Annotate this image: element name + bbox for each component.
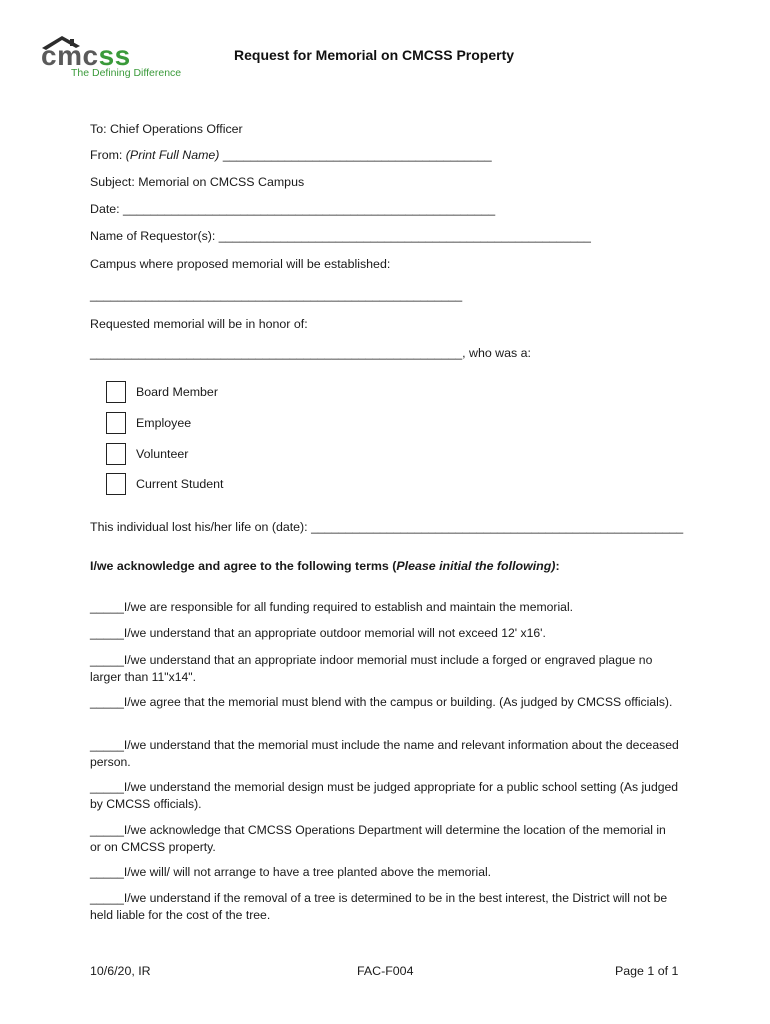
logo-wordmark: cmcss — [41, 40, 131, 68]
requestor-field[interactable]: Name of Requestor(s): ______________________________________________________ — [90, 229, 591, 243]
footer-page-number: Page 1 of 1 — [615, 964, 679, 978]
term-item-6[interactable]: _____I/we understand the memorial design must be judged appropriate for a public school setting (As judged by CMCSS officials). — [90, 780, 679, 811]
cmcss-logo-graphic — [40, 34, 180, 68]
footer-form-id: FAC-F004 — [357, 964, 414, 978]
campus-label: Campus where proposed memorial will be established: — [90, 257, 391, 271]
checkbox[interactable] — [106, 381, 126, 403]
term-item-2[interactable]: _____I/we understand that an appropriate outdoor memorial will not exceed 12' x16'. — [90, 626, 546, 640]
checkbox[interactable] — [106, 443, 126, 465]
logo-tagline: The Defining Difference — [71, 67, 182, 79]
term-item-9[interactable]: _____I/we understand if the removal of a tree is determined to be in the best interest, the District will not be held liable for the cost of the tree. — [90, 891, 668, 922]
term-item-4[interactable]: _____I/we agree that the memorial must blend with the campus or building. (As judged by CMCSS officials). — [90, 695, 673, 709]
from-hint: (Print Full Name) — [125, 148, 220, 162]
term-item-1[interactable]: _____I/we are responsible for all funding required to establish and maintain the memorial. — [90, 600, 574, 614]
cmcss-logo — [40, 34, 180, 82]
subject-line: Subject: Memorial on CMCSS Campus — [90, 175, 305, 189]
term-item-8[interactable]: _____I/we will/ will not arrange to have a tree planted above the memorial. — [90, 865, 492, 879]
term-item-3[interactable]: _____I/we understand that an appropriate indoor memorial must include a forged or engraved plague no larger than 11"x14". — [90, 653, 653, 684]
option-label: Employee — [136, 416, 192, 430]
from-line[interactable] — [90, 148, 492, 162]
from-label: From: — [90, 148, 126, 162]
honor-label: Requested memorial will be in honor of: — [90, 317, 308, 331]
page-title: Request for Memorial on CMCSS Property — [234, 47, 515, 63]
ack-heading — [90, 559, 560, 573]
checkbox[interactable] — [106, 473, 126, 495]
term-item-5[interactable]: _____I/we understand that the memorial must include the name and relevant information about the deceased person. — [90, 738, 679, 769]
option-label: Volunteer — [136, 447, 189, 461]
ack-suffix: : — [555, 559, 560, 573]
to-line: To: Chief Operations Officer — [90, 122, 243, 136]
footer-date: 10/6/20, IR — [90, 964, 151, 978]
ack-italic: Please initial the following) — [396, 559, 556, 573]
date-field[interactable]: Date: ______________________________________________________ — [90, 202, 496, 216]
campus-field[interactable]: ______________________________________________________ — [90, 288, 463, 302]
ack-prefix: I/we acknowledge and agree to the following terms ( — [90, 559, 397, 573]
from-blank[interactable]: _______________________________________ — [219, 148, 492, 162]
term-item-7[interactable]: _____I/we acknowledge that CMCSS Operations Department will determine the location of the memorial in or on CMCSS property. — [90, 823, 666, 854]
option-label: Current Student — [136, 477, 224, 491]
checkbox[interactable] — [106, 412, 126, 434]
lost-life-field[interactable]: This individual lost his/her life on (date): ______________________________________________________ — [90, 520, 684, 534]
option-label: Board Member — [136, 385, 218, 399]
honor-field[interactable]: ______________________________________________________, who was a: — [90, 346, 531, 360]
